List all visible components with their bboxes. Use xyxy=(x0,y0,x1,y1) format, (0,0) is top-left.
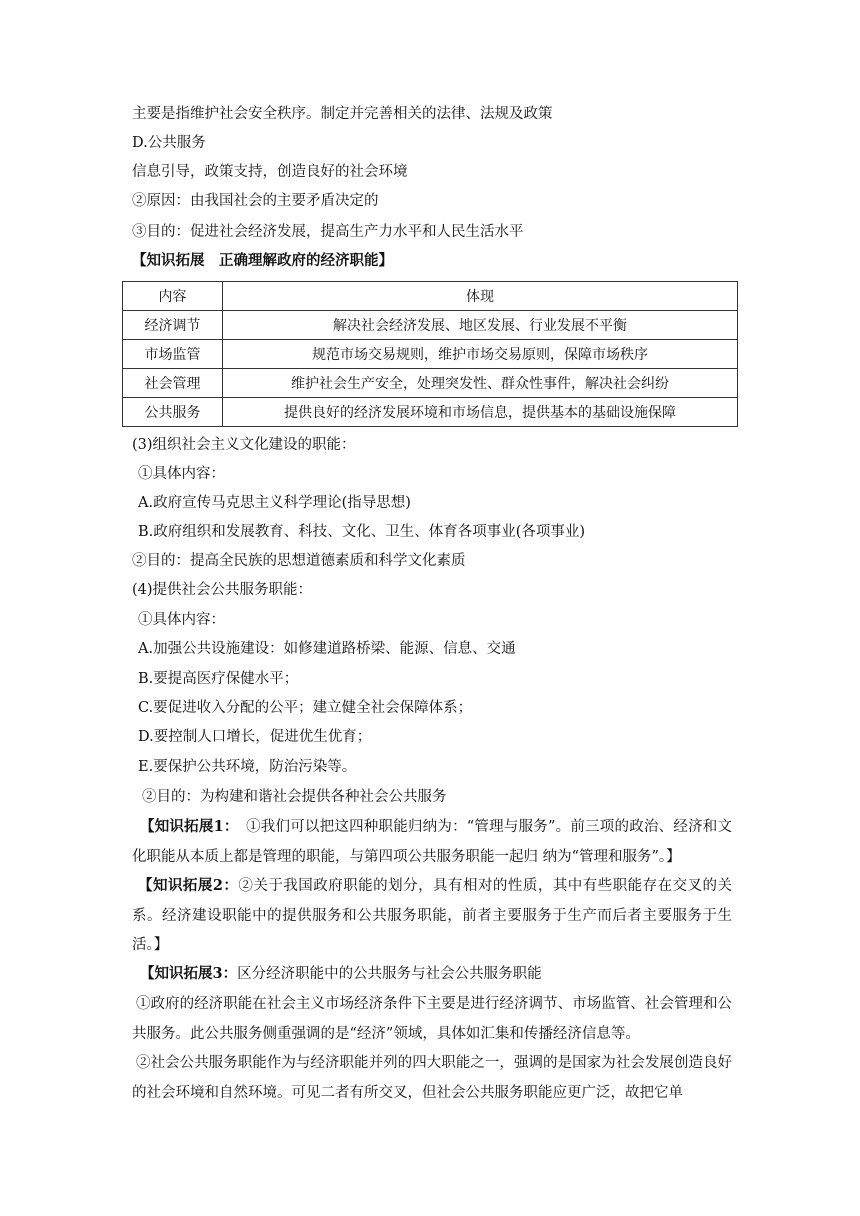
table-row xyxy=(123,340,738,369)
text-line: (3)组织社会主义文化建设的职能： xyxy=(132,437,356,453)
table-cell: 解决社会经济发展、地区发展、行业发展不平衡 xyxy=(223,311,738,340)
table-cell: 规范市场交易规则，维护市场交易原则，保障市场秩序 xyxy=(223,340,738,369)
text-line: D.公共服务 xyxy=(132,135,206,151)
text-line: ②目的：提高全民族的思想道德素质和科学文化素质 xyxy=(132,553,466,569)
text-line: D.要控制人口增长，促进优生优育； xyxy=(138,729,372,745)
table-row xyxy=(123,398,738,427)
table-row xyxy=(123,369,738,398)
table-title: 【知识拓展 正确理解政府的经济职能】 xyxy=(132,252,393,269)
text-line: C.要促进收入分配的公平；建立健全社会保障体系； xyxy=(138,700,473,716)
table-header-cell: 体现 xyxy=(223,282,738,311)
extension-body: ②关于我国政府职能的划分，具有相对的性质，其中有些职能存在交叉的关系。经济建设职能中的提供服务和公共服务职能，前者主要服务于生产而后者主要服务于生活。】 xyxy=(132,878,733,953)
paragraph: ①政府的经济职能在社会主义市场经济条件下主要是进行经济调节、市场监管、社会管理和公共服务。此公共服务侧重强调的是“经济”领域，具体如汇集和传播经济信息等。 xyxy=(132,996,732,1042)
text-line: A.加强公共设施建设：如修建道路桥梁、能源、信息、交通 xyxy=(138,641,516,657)
knowledge-extension-3 xyxy=(132,959,732,990)
table-header-cell: 内容 xyxy=(123,282,223,311)
table-cell: 市场监管 xyxy=(123,340,223,369)
knowledge-extension-1 xyxy=(132,812,732,872)
table-cell: 提供良好的经济发展环境和市场信息，提供基本的基础设施保障 xyxy=(223,398,738,427)
table-cell: 经济调节 xyxy=(123,311,223,340)
extension-lead: 【知识拓展2： xyxy=(138,877,239,894)
text-line: ①具体内容： xyxy=(138,466,225,482)
text-line: ②原因：由我国社会的主要矛盾决定的 xyxy=(132,193,379,209)
extension-lead: 【知识拓展1： xyxy=(140,818,232,835)
extension-body: 区分经济职能中的公共服务与社会公共服务职能 xyxy=(237,966,542,982)
extension-body: ①我们可以把这四种职能归纳为：“管理与服务”。前三项的政治、经济和文化职能从本质上都是管理的职能，与第四项公共服务职能一起归 纳为“管理和服务”。】 xyxy=(132,819,733,865)
table-cell: 社会管理 xyxy=(123,369,223,398)
text-line: ②目的：为构建和谐社会提供各种社会公共服务 xyxy=(142,789,447,805)
extension-lead: 【知识拓展3： xyxy=(140,965,238,982)
table-cell: 公共服务 xyxy=(123,398,223,427)
economic-functions-table xyxy=(122,281,738,427)
text-line: ③目的：促进社会经济发展，提高生产力水平和人民生活水平 xyxy=(132,224,524,240)
table-row xyxy=(123,311,738,340)
text-line: (4)提供社会公共服务职能： xyxy=(132,582,313,598)
table-header-row xyxy=(123,282,738,311)
text-line: ①具体内容： xyxy=(138,612,225,628)
knowledge-extension-2 xyxy=(132,871,732,961)
text-line: 信息引导，政策支持，创造良好的社会环境 xyxy=(132,164,408,180)
text-line: E.要保护公共环境，防治污染等。 xyxy=(138,759,357,775)
text-line: B.要提高医疗保健水平； xyxy=(138,671,299,687)
text-line: A.政府宣传马克思主义科学理论(指导思想) xyxy=(138,495,411,511)
table-cell: 维护社会生产安全，处理突发性、群众性事件，解决社会纠纷 xyxy=(223,369,738,398)
text-line: B.政府组织和发展教育、科技、文化、卫生、体育各项事业(各项事业) xyxy=(138,524,586,540)
paragraph: ②社会公共服务职能作为与经济职能并列的四大职能之一，强调的是国家为社会发展创造良好的社会环境和自然环境。可见二者有所交叉，但社会公共服务职能应更广泛，故把它单 xyxy=(132,1055,732,1101)
text-line: 主要是指维护社会安全秩序。制定并完善相关的法律、法规及政策 xyxy=(132,106,553,122)
